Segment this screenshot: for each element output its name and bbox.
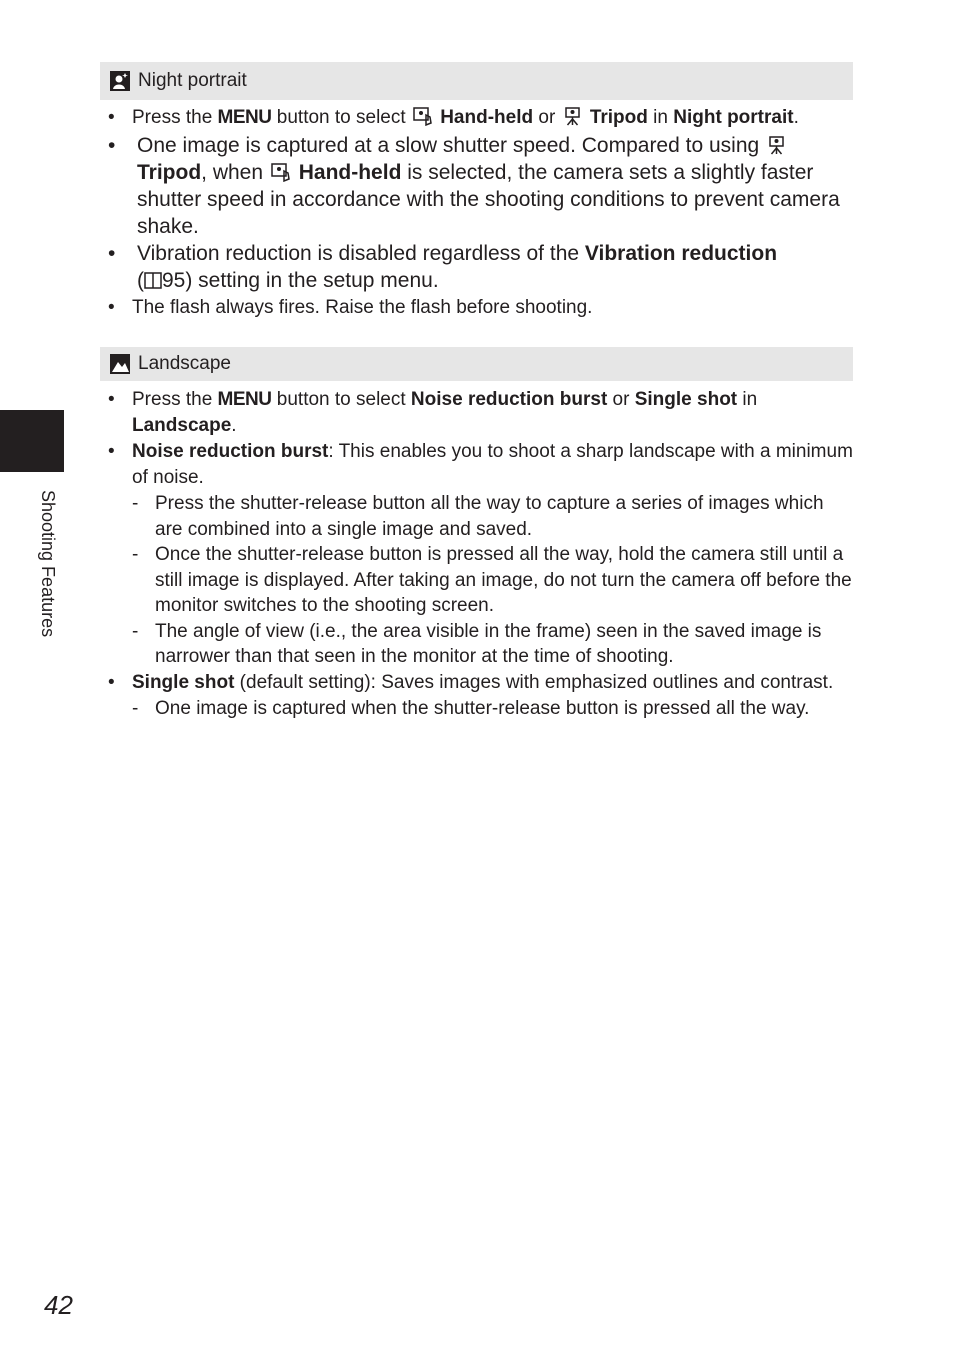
page-number: 42 xyxy=(44,1290,73,1320)
bullet: • xyxy=(108,134,116,157)
list-item: • The flash always fires. Raise the flash before shooting. xyxy=(108,295,853,321)
bullet: • xyxy=(108,242,116,265)
dash: - xyxy=(132,544,139,565)
night-portrait-list xyxy=(108,105,853,321)
night-portrait-title: Night portrait xyxy=(138,70,247,91)
sub-item: - Press the shutter-release button all the way to capture a series of images which are combined into a single image and saved. xyxy=(132,493,824,540)
landscape-header xyxy=(100,347,853,381)
chapter-tab xyxy=(0,410,64,472)
dash: - xyxy=(132,493,139,514)
list-item: • Vibration reduction is disabled regardless of the Vibration reduction ( 95) setting in the setup menu. xyxy=(108,242,778,292)
landscape-title: Landscape xyxy=(138,353,231,374)
bullet: • xyxy=(108,441,115,462)
landscape-icon xyxy=(110,354,130,374)
list-item: • Press the MENU button to select Hand-held or Tripod in Night portrait. xyxy=(108,105,853,131)
list-item: • Noise reduction burst: This enables you to shoot a sharp landscape with a minimum of noise. - Press the shutter-release button all the way to capture a series of images which are combined into a single image and saved. - Once the shutter-release button is pressed all the way, hold the camera still until a still image is displayed. After taking an image, do not turn the camera off before the monitor switches to the shooting screen. - The angle of view (i.e., the area visible in the frame) seen in the saved image is narrower than that seen in the monitor at the time of shooting. xyxy=(108,439,853,670)
tripod-icon xyxy=(767,136,787,155)
sub-item: - The angle of view (i.e., the area visible in the frame) seen in the saved image is narrower than that seen in the monitor at the time of shooting. xyxy=(132,620,822,667)
hand-held-icon xyxy=(413,107,433,126)
night-portrait-icon xyxy=(110,71,130,91)
list-item: • Single shot (default setting): Saves images with emphasized outlines and contrast. - One image is captured when the shutter-release button is pressed all the way. xyxy=(108,670,853,722)
bullet: • xyxy=(108,671,115,693)
tripod-icon xyxy=(563,107,583,126)
dash: - xyxy=(132,697,139,719)
menu-button-glyph: MENU xyxy=(217,107,272,128)
dash: - xyxy=(132,620,139,642)
landscape-list xyxy=(108,387,853,721)
chapter-label: Shooting Features xyxy=(38,490,58,638)
night-portrait-header xyxy=(100,62,853,100)
list-item: • Press the MENU button to select Noise reduction burst or Single shot in Landscape. xyxy=(108,389,758,436)
bullet: • xyxy=(108,297,115,318)
sub-item: - One image is captured when the shutter-release button is pressed all the way. xyxy=(132,696,853,722)
list-item: • One image is captured at a slow shutter speed. Compared to using Tripod, when Hand-held is selected, the camera sets a slightly faster shutter speed in accordance with the shooting conditions to prevent camera shake. xyxy=(108,134,840,238)
hand-held-icon xyxy=(271,163,291,182)
sub-item: - Once the shutter-release button is pressed all the way, hold the camera still until a still image is displayed. After taking an image, do not turn the camera off before the monitor switches to the shooting screen. xyxy=(132,544,852,616)
bullet: • xyxy=(108,107,115,128)
bullet: • xyxy=(108,389,115,410)
menu-button-glyph: MENU xyxy=(217,389,272,410)
book-reference-icon xyxy=(144,272,162,289)
